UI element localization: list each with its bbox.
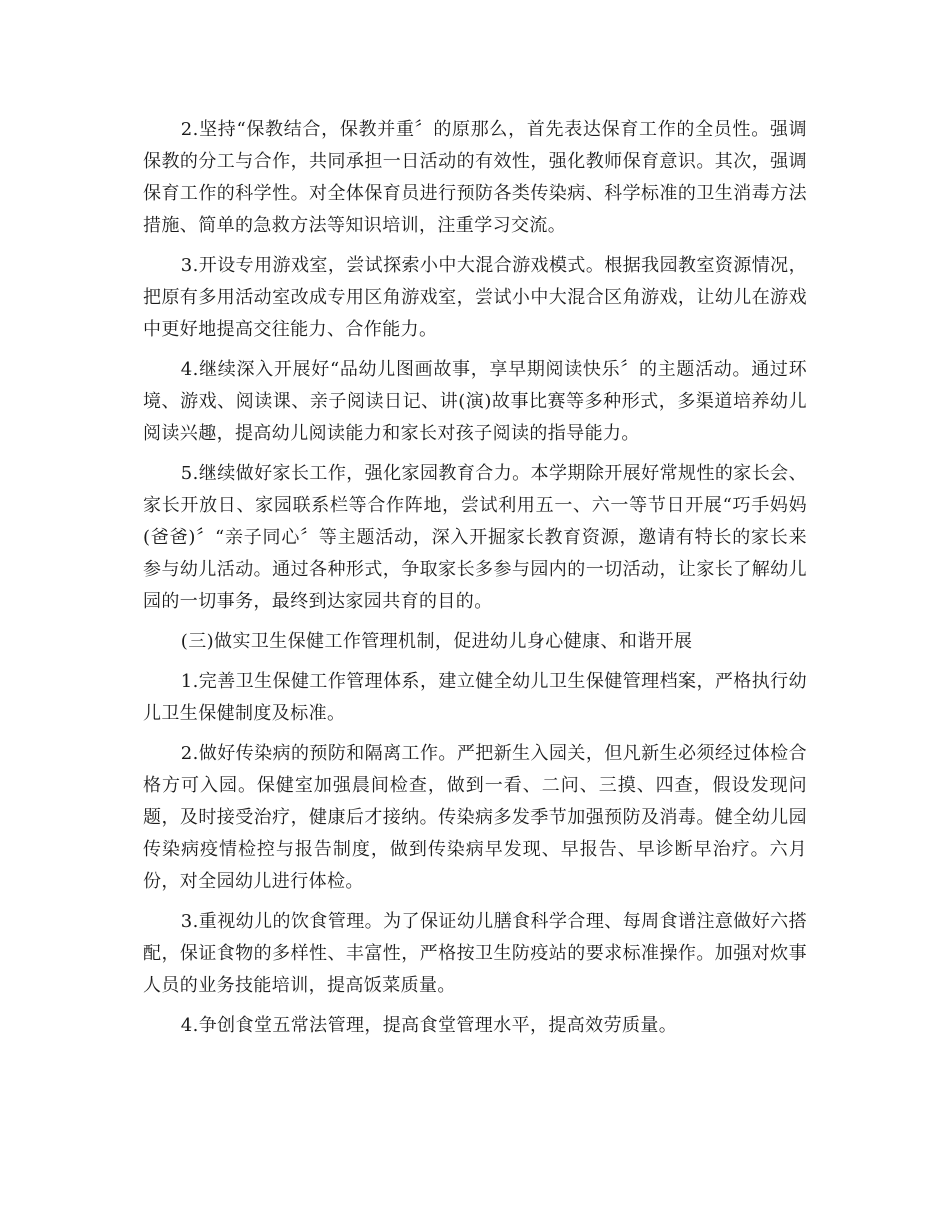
paragraph-diet-management: 3.重视幼儿的饮食管理。为了保证幼儿膳食科学合理、每周食谱注意做好六搭配，保证食物的多样性、丰富性，严格按卫生防疫站的要求标准操作。加强对炊事人员的业务技能培训，提高饭菜质量。	[143, 911, 807, 996]
document-body	[143, 114, 807, 1050]
paragraph-canteen-management: 4.争创食堂五常法管理，提高食堂管理水平，提高效劳质量。	[180, 1015, 678, 1036]
paragraph-parent-work: 5.继续做好家长工作，强化家园教育合力。本学期除开展好常规性的家长会、家长开放日、家园联系栏等合作阵地，尝试利用五一、六一等节日开展“巧手妈妈(爸爸)〞“亲子同心〞等主题活动，深入开掘家长教育资源，邀请有特长的家长来参与幼儿活动。通过各种形式，争取家长多参与园内的一切活动，让家长了解幼儿园的一切事务，最终到达家园共育的目的。	[143, 463, 807, 612]
paragraph-disease-prevention: 2.做好传染病的预防和隔离工作。严把新生入园关，但凡新生必须经过体检合格方可入园。保健室加强晨间检查，做到一看、二问、三摸、四查，假设发现问题，及时接受治疗，健康后才接纳。传染病多发季节加强预防及消毒。健全幼儿园传染病疫情检控与报告制度，做到传染病早发现、早报告、早诊断早治疗。六月份，对全园幼儿进行体检。	[143, 743, 807, 892]
paragraph-health-system: 1.完善卫生保健工作管理体系，建立健全幼儿卫生保健管理档案，严格执行幼儿卫生保健制度及标准。	[143, 671, 807, 724]
paragraph-reading-activity: 4.继续深入开展好“品幼儿图画故事，享早期阅读快乐〞的主题活动。通过环境、游戏、阅读课、亲子阅读日记、讲(演)故事比赛等多种形式，多渠道培养幼儿阅读兴趣，提高幼儿阅读能力和家长对孩子阅读的指导能力。	[143, 359, 807, 444]
paragraph-game-room: 3.开设专用游戏室，尝试探索小中大混合游戏模式。根据我园教室资源情况，把原有多用活动室改成专用区角游戏室，尝试小中大混合区角游戏，让幼儿在游戏中更好地提高交往能力、合作能力。	[143, 255, 807, 340]
section-heading-health: (三)做实卫生保健工作管理机制，促进幼儿身心健康、和谐开展	[180, 631, 693, 652]
paragraph-care-education: 2.坚持“保教结合，保教并重〞的原那么，首先表达保育工作的全员性。强调保教的分工与合作，共同承担一日活动的有效性，强化教师保育意识。其次，强调保育工作的科学性。对全体保育员进行预防各类传染病、科学标准的卫生消毒方法措施、简单的急救方法等知识培训，注重学习交流。	[143, 119, 807, 236]
